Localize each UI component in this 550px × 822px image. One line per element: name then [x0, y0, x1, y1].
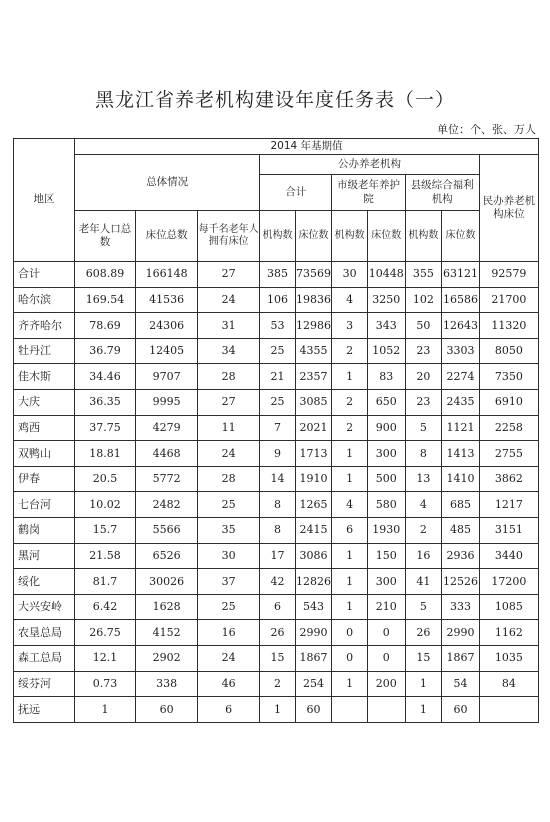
- cell-private-beds: 2258: [479, 415, 538, 441]
- cell-private-beds: 8050: [479, 338, 538, 364]
- cell-city-beds: 150: [367, 543, 405, 569]
- cell-beds-per-thousand: 31: [198, 313, 260, 339]
- cell-public-institutions: 2: [260, 671, 296, 697]
- cell-private-beds: 17200: [479, 569, 538, 595]
- cell-county-institutions: 23: [405, 338, 442, 364]
- cell-private-beds: 3151: [479, 517, 538, 543]
- cell-beds-per-thousand: 28: [198, 364, 260, 390]
- cell-public-institutions: 1: [260, 697, 296, 723]
- table-row: [14, 671, 539, 697]
- cell-county-beds: 3303: [442, 338, 480, 364]
- cell-total-beds: 4468: [136, 441, 198, 467]
- cell-public-institutions: 8: [260, 517, 296, 543]
- cell-elderly-population: 36.35: [75, 389, 136, 415]
- cell-public-beds: 2021: [295, 415, 332, 441]
- cell-beds-per-thousand: 28: [198, 466, 260, 492]
- cell-county-beds: 54: [442, 671, 480, 697]
- cell-beds-per-thousand: 25: [198, 492, 260, 518]
- cell-city-institutions: 30: [332, 262, 368, 288]
- cell-elderly-population: 6.42: [75, 594, 136, 620]
- cell-total-beds: 5772: [136, 466, 198, 492]
- cell-county-beds: 1867: [442, 645, 480, 671]
- cell-county-beds: 2274: [442, 364, 480, 390]
- cell-private-beds: 21700: [479, 287, 538, 313]
- cell-public-institutions: 25: [260, 338, 296, 364]
- cell-public-beds: 12986: [295, 313, 332, 339]
- cell-elderly-population: 36.79: [75, 338, 136, 364]
- table-row: [14, 338, 539, 364]
- cell-city-beds: 650: [367, 389, 405, 415]
- cell-county-institutions: 23: [405, 389, 442, 415]
- cell-beds-per-thousand: 27: [198, 262, 260, 288]
- table-row: [14, 517, 539, 543]
- table-row: [14, 697, 539, 723]
- cell-region: 抚远: [14, 697, 75, 723]
- cell-total-beds: 338: [136, 671, 198, 697]
- header-public-beds: 床位数: [295, 211, 332, 262]
- cell-city-institutions: 1: [332, 594, 368, 620]
- cell-public-institutions: 106: [260, 287, 296, 313]
- cell-beds-per-thousand: 30: [198, 543, 260, 569]
- cell-county-beds: 1410: [442, 466, 480, 492]
- cell-city-institutions: 1: [332, 671, 368, 697]
- cell-private-beds: 3862: [479, 466, 538, 492]
- cell-public-beds: 12826: [295, 569, 332, 595]
- cell-private-beds: 7350: [479, 364, 538, 390]
- table-row: [14, 620, 539, 646]
- cell-public-institutions: 42: [260, 569, 296, 595]
- cell-city-beds: 3250: [367, 287, 405, 313]
- cell-city-beds: 200: [367, 671, 405, 697]
- cell-total-beds: 24306: [136, 313, 198, 339]
- cell-public-beds: 1265: [295, 492, 332, 518]
- cell-city-institutions: 1: [332, 543, 368, 569]
- document-title: 黑龙江省养老机构建设年度任务表（一）: [94, 89, 455, 111]
- cell-city-institutions: [332, 697, 368, 723]
- cell-region: 农垦总局: [14, 620, 75, 646]
- cell-elderly-population: 12.1: [75, 645, 136, 671]
- cell-region: 佳木斯: [14, 364, 75, 390]
- cell-beds-per-thousand: 11: [198, 415, 260, 441]
- cell-public-institutions: 26: [260, 620, 296, 646]
- table-row: [14, 415, 539, 441]
- cell-total-beds: 9707: [136, 364, 198, 390]
- header-base-year: 2014 年基期值: [75, 139, 539, 155]
- header-public-institutions-count: 机构数: [260, 211, 296, 262]
- cell-city-beds: 83: [367, 364, 405, 390]
- cell-public-institutions: 6: [260, 594, 296, 620]
- cell-elderly-population: 21.58: [75, 543, 136, 569]
- cell-county-institutions: 13: [405, 466, 442, 492]
- cell-public-beds: 73569: [295, 262, 332, 288]
- cell-private-beds: 1085: [479, 594, 538, 620]
- cell-county-institutions: 16: [405, 543, 442, 569]
- table-row: [14, 262, 539, 288]
- cell-county-institutions: 2: [405, 517, 442, 543]
- cell-county-beds: 1121: [442, 415, 480, 441]
- cell-city-institutions: 4: [332, 287, 368, 313]
- cell-elderly-population: 78.69: [75, 313, 136, 339]
- cell-elderly-population: 169.54: [75, 287, 136, 313]
- cell-city-beds: 343: [367, 313, 405, 339]
- table-row: [14, 466, 539, 492]
- cell-elderly-population: 20.5: [75, 466, 136, 492]
- cell-total-beds: 41536: [136, 287, 198, 313]
- cell-city-beds: 500: [367, 466, 405, 492]
- cell-city-institutions: 6: [332, 517, 368, 543]
- cell-public-beds: 2990: [295, 620, 332, 646]
- cell-region: 大兴安岭: [14, 594, 75, 620]
- cell-public-institutions: 9: [260, 441, 296, 467]
- cell-region: 七台河: [14, 492, 75, 518]
- cell-city-beds: [367, 697, 405, 723]
- cell-total-beds: 60: [136, 697, 198, 723]
- cell-elderly-population: 34.46: [75, 364, 136, 390]
- header-beds-per-thousand: 每千名老年人拥有床位: [198, 211, 260, 262]
- cell-private-beds: 1162: [479, 620, 538, 646]
- cell-county-institutions: 1: [405, 671, 442, 697]
- cell-city-institutions: 0: [332, 620, 368, 646]
- cell-private-beds: 3440: [479, 543, 538, 569]
- cell-city-beds: 900: [367, 415, 405, 441]
- cell-private-beds: 92579: [479, 262, 538, 288]
- cell-public-beds: 254: [295, 671, 332, 697]
- cell-county-beds: 2936: [442, 543, 480, 569]
- cell-county-institutions: 102: [405, 287, 442, 313]
- cell-public-beds: 60: [295, 697, 332, 723]
- cell-county-institutions: 26: [405, 620, 442, 646]
- cell-elderly-population: 1: [75, 697, 136, 723]
- header-overall: 总体情况: [75, 155, 260, 211]
- cell-beds-per-thousand: 24: [198, 441, 260, 467]
- cell-city-beds: 300: [367, 569, 405, 595]
- cell-county-beds: 12526: [442, 569, 480, 595]
- header-public-institutions: 公办养老机构: [260, 155, 480, 175]
- table-row: [14, 569, 539, 595]
- cell-beds-per-thousand: 34: [198, 338, 260, 364]
- cell-public-beds: 1713: [295, 441, 332, 467]
- cell-public-beds: 3085: [295, 389, 332, 415]
- cell-county-beds: 1413: [442, 441, 480, 467]
- cell-county-institutions: 355: [405, 262, 442, 288]
- cell-private-beds: 1035: [479, 645, 538, 671]
- cell-private-beds: 11320: [479, 313, 538, 339]
- cell-county-institutions: 20: [405, 364, 442, 390]
- cell-public-institutions: 14: [260, 466, 296, 492]
- cell-private-beds: 1217: [479, 492, 538, 518]
- cell-total-beds: 2902: [136, 645, 198, 671]
- cell-city-beds: 300: [367, 441, 405, 467]
- cell-city-beds: 210: [367, 594, 405, 620]
- cell-beds-per-thousand: 24: [198, 645, 260, 671]
- cell-county-beds: 63121: [442, 262, 480, 288]
- cell-elderly-population: 81.7: [75, 569, 136, 595]
- header-city-beds: 床位数: [367, 211, 405, 262]
- cell-beds-per-thousand: 25: [198, 594, 260, 620]
- cell-total-beds: 2482: [136, 492, 198, 518]
- cell-county-institutions: 5: [405, 594, 442, 620]
- cell-county-beds: 60: [442, 697, 480, 723]
- cell-elderly-population: 37.75: [75, 415, 136, 441]
- cell-public-institutions: 53: [260, 313, 296, 339]
- cell-total-beds: 166148: [136, 262, 198, 288]
- header-total-beds: 床位总数: [136, 211, 198, 262]
- cell-city-institutions: 1: [332, 441, 368, 467]
- cell-total-beds: 9995: [136, 389, 198, 415]
- cell-public-institutions: 17: [260, 543, 296, 569]
- cell-total-beds: 4279: [136, 415, 198, 441]
- header-region: 地区: [14, 139, 75, 262]
- cell-city-institutions: 4: [332, 492, 368, 518]
- cell-public-institutions: 7: [260, 415, 296, 441]
- header-county-welfare: 县级综合福利机构: [405, 175, 479, 211]
- cell-city-institutions: 0: [332, 645, 368, 671]
- cell-county-institutions: 15: [405, 645, 442, 671]
- cell-region: 哈尔滨: [14, 287, 75, 313]
- cell-region: 牡丹江: [14, 338, 75, 364]
- cell-public-beds: 1910: [295, 466, 332, 492]
- cell-public-institutions: 8: [260, 492, 296, 518]
- cell-public-beds: 2357: [295, 364, 332, 390]
- cell-beds-per-thousand: 37: [198, 569, 260, 595]
- cell-private-beds: [479, 697, 538, 723]
- cell-region: 双鸭山: [14, 441, 75, 467]
- cell-public-beds: 4355: [295, 338, 332, 364]
- table-row: [14, 287, 539, 313]
- cell-county-beds: 2990: [442, 620, 480, 646]
- cell-region: 齐齐哈尔: [14, 313, 75, 339]
- cell-elderly-population: 0.73: [75, 671, 136, 697]
- cell-elderly-population: 15.7: [75, 517, 136, 543]
- cell-county-beds: 12643: [442, 313, 480, 339]
- table-row: [14, 313, 539, 339]
- header-private-beds: 民办养老机构床位: [479, 155, 538, 262]
- cell-private-beds: 84: [479, 671, 538, 697]
- cell-public-beds: 2415: [295, 517, 332, 543]
- cell-private-beds: 2755: [479, 441, 538, 467]
- cell-total-beds: 12405: [136, 338, 198, 364]
- cell-beds-per-thousand: 46: [198, 671, 260, 697]
- cell-region: 鹤岗: [14, 517, 75, 543]
- cell-city-beds: 1930: [367, 517, 405, 543]
- cell-public-beds: 3086: [295, 543, 332, 569]
- cell-beds-per-thousand: 6: [198, 697, 260, 723]
- table-row: [14, 492, 539, 518]
- cell-total-beds: 5566: [136, 517, 198, 543]
- cell-county-beds: 685: [442, 492, 480, 518]
- cell-beds-per-thousand: 27: [198, 389, 260, 415]
- cell-beds-per-thousand: 24: [198, 287, 260, 313]
- cell-region: 森工总局: [14, 645, 75, 671]
- cell-beds-per-thousand: 16: [198, 620, 260, 646]
- cell-county-institutions: 50: [405, 313, 442, 339]
- cell-elderly-population: 18.81: [75, 441, 136, 467]
- header-elderly-population: 老年人口总数: [75, 211, 136, 262]
- cell-total-beds: 1628: [136, 594, 198, 620]
- cell-city-beds: 580: [367, 492, 405, 518]
- header-public-subtotal: 合计: [260, 175, 332, 211]
- cell-county-institutions: 8: [405, 441, 442, 467]
- cell-city-institutions: 2: [332, 389, 368, 415]
- table-row: [14, 645, 539, 671]
- cell-city-beds: 0: [367, 645, 405, 671]
- task-table: [13, 138, 539, 723]
- cell-public-beds: 19836: [295, 287, 332, 313]
- cell-total-beds: 30026: [136, 569, 198, 595]
- table-row: [14, 441, 539, 467]
- cell-region: 绥化: [14, 569, 75, 595]
- cell-public-institutions: 385: [260, 262, 296, 288]
- cell-public-institutions: 15: [260, 645, 296, 671]
- cell-region: 大庆: [14, 389, 75, 415]
- cell-city-institutions: 3: [332, 313, 368, 339]
- header-city-homes: 市级老年养护院: [332, 175, 405, 211]
- cell-county-beds: 2435: [442, 389, 480, 415]
- cell-beds-per-thousand: 35: [198, 517, 260, 543]
- cell-public-beds: 1867: [295, 645, 332, 671]
- cell-total-beds: 4152: [136, 620, 198, 646]
- cell-county-beds: 333: [442, 594, 480, 620]
- cell-public-institutions: 25: [260, 389, 296, 415]
- header-county-beds: 床位数: [442, 211, 480, 262]
- cell-city-institutions: 1: [332, 569, 368, 595]
- cell-county-institutions: 41: [405, 569, 442, 595]
- cell-public-institutions: 21: [260, 364, 296, 390]
- cell-region: 绥芬河: [14, 671, 75, 697]
- unit-note: 单位：个、张、万人: [437, 123, 536, 136]
- cell-county-institutions: 5: [405, 415, 442, 441]
- table-row: [14, 594, 539, 620]
- cell-region: 伊春: [14, 466, 75, 492]
- table-row: [14, 389, 539, 415]
- cell-elderly-population: 608.89: [75, 262, 136, 288]
- cell-county-beds: 485: [442, 517, 480, 543]
- cell-elderly-population: 26.75: [75, 620, 136, 646]
- header-city-institutions: 机构数: [332, 211, 368, 262]
- cell-city-beds: 0: [367, 620, 405, 646]
- cell-county-beds: 16586: [442, 287, 480, 313]
- cell-city-institutions: 1: [332, 364, 368, 390]
- cell-city-institutions: 1: [332, 466, 368, 492]
- cell-public-beds: 543: [295, 594, 332, 620]
- cell-region: 黑河: [14, 543, 75, 569]
- cell-county-institutions: 4: [405, 492, 442, 518]
- header-county-institutions: 机构数: [405, 211, 442, 262]
- cell-city-beds: 1052: [367, 338, 405, 364]
- cell-county-institutions: 1: [405, 697, 442, 723]
- cell-region: 鸡西: [14, 415, 75, 441]
- cell-city-beds: 10448: [367, 262, 405, 288]
- cell-elderly-population: 10.02: [75, 492, 136, 518]
- cell-private-beds: 6910: [479, 389, 538, 415]
- cell-total-beds: 6526: [136, 543, 198, 569]
- cell-city-institutions: 2: [332, 338, 368, 364]
- table-row: [14, 364, 539, 390]
- cell-city-institutions: 2: [332, 415, 368, 441]
- table-row: [14, 543, 539, 569]
- cell-region: 合计: [14, 262, 75, 288]
